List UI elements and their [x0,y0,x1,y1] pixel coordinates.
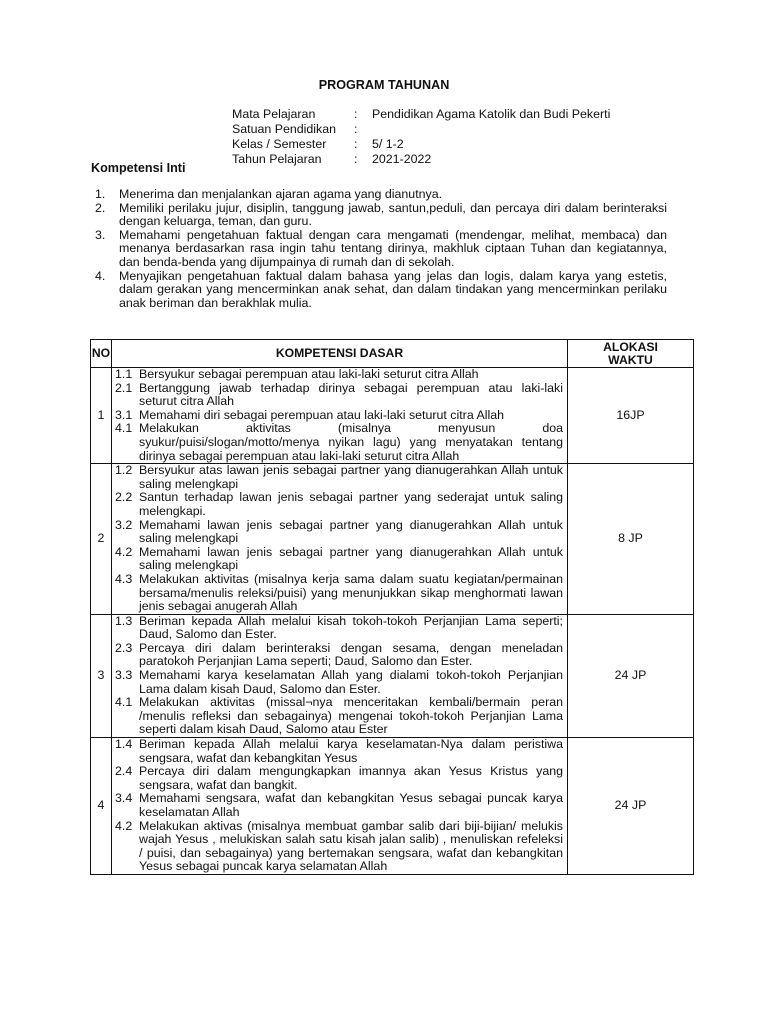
kd-code: 1.4 [115,737,133,752]
document-meta [232,107,610,167]
ki-text: Memiliki perilaku jujur, disiplin, tanggung jawab, santun,peduli, dan percaya diri dalam berinteraksi dengan keluarga, teman, dan guru. [119,200,667,229]
kd-text: Melakukan aktivitas (misalnya kerja sama dalam suatu kegiatan/permainan bersama/menulis releksi/puisi) yang menunjukkan sikap menghormati lawan jenis sebagai anugerah Allah [139,571,563,614]
kd-text: Percaya diri dalam mengungkapkan imannya akan Yesus Kristus yang sengsara, wafat dan bangkit. [139,764,563,792]
meta-colon: : [354,152,358,166]
kd-cell [112,368,568,464]
meta-value: 5/ 1-2 [372,137,404,151]
table-row [91,368,694,464]
table-row [91,738,694,875]
kd-cell [112,464,568,615]
kd-text: Bertanggung jawab terhadap dirinya sebagai perempuan atau laki-laki seturut citra Allah [139,380,563,409]
meta-row-subject [232,107,610,122]
meta-colon: : [354,122,358,136]
ki-text: Menerima dan menjalankan ajaran agama yang dianutnya. [119,187,443,201]
kd-item [115,642,563,669]
kd-code: 3.2 [115,517,133,532]
ki-item [95,229,667,270]
kd-item [115,422,563,463]
kd-text: Memahami sengsara, wafat dan kebangkitan Yesus sebagai puncak karya keselamatan Allah [139,791,563,819]
kd-code: 4.3 [115,571,133,586]
kd-item [115,738,563,765]
meta-key: Satuan Pendidikan [232,122,337,136]
alokasi-waktu: 24 JP [568,738,694,875]
alokasi-waktu: 16JP [568,368,694,464]
kd-item [115,546,563,573]
table-row [91,464,694,615]
alokasi-waktu: 8 JP [568,464,694,615]
kd-code: 2.1 [115,380,133,395]
kd-item [115,820,563,874]
meta-row-school [232,122,610,137]
header-alokasi-waktu: ALOKASI WAKTU [568,340,694,368]
meta-value: 2021-2022 [372,152,432,166]
alokasi-waktu: 24 JP [568,614,694,737]
kd-code: 4.2 [115,818,133,833]
meta-row-class [232,137,610,152]
ki-item [95,270,667,311]
kd-text: Beriman kepada Allah melalui karya keselamatan-Nya dalam peristiwa sengsara, wafat dan kebangkitan Yesus [139,737,563,765]
kd-text: Melakukan aktivitas (misalnya menyusun doa syukur/puisi/slogan/motto/menya nyikan lagu) yang menyatakan tentang dirinya sebagai perempuan atau laki-laki seturut citra Allah [139,421,563,463]
row-number: 1 [91,368,112,464]
kd-item [115,519,563,546]
meta-colon: : [354,107,358,121]
kd-code: 3.1 [115,407,133,422]
kd-text: Bersyukur sebagai perempuan atau laki-laki seturut citra Allah [139,367,479,381]
kd-text: Memahami karya keselamatan Allah yang dialami tokoh-tokoh Perjanjian Lama dalam kisah Daud, Salomo dan Ester. [139,668,563,696]
document-title: PROGRAM TAHUNAN [318,78,450,92]
kd-item [115,696,563,737]
kd-item [115,573,563,614]
table-row [91,614,694,737]
kd-text: Melakukan aktivas (misalnya membuat gambar salib dari biji-bijian/ melukis wajah Yesus , melukiskan salah satu kisah jalan salib) , menuliskan refeleksi / puisi, dan sebagainya) yang bertemakan sengsara, wafat dan kebangkitan Yesus sebagai puncak karya selamatan Allah [139,818,563,874]
kd-code: 1.3 [115,613,133,628]
meta-value: Pendidikan Agama Katolik dan Budi Pekerti [372,107,611,121]
kd-item [115,368,563,382]
ki-list [95,188,667,310]
kd-code: 4.1 [115,695,133,710]
row-number: 2 [91,464,112,615]
kd-item [115,792,563,819]
ki-number: 1. [95,187,106,201]
kd-text: Santun terhadap lawan jenis sebagai partner yang sederajat untuk saling melengkapi. [139,490,563,518]
kd-code: 1.2 [115,463,133,478]
row-number: 4 [91,738,112,875]
ki-item [95,188,667,202]
meta-key: Kelas / Semester [232,137,327,151]
kd-code: 4.2 [115,544,133,559]
table-header-row [91,340,694,368]
kd-text: Bersyukur atas lawan jenis sebagai partner yang dianugerahkan Allah untuk saling melengkapi [139,463,563,491]
kd-text: Percaya diri dalam berinteraksi dengan sesama, dengan meneladan paratokoh Perjanjian Lama seperti; Daud, Salomo dan Ester. [139,640,563,669]
kd-code: 2.3 [115,640,133,655]
kd-item [115,464,563,491]
ki-text: Menyajikan pengetahuan faktual dalam bahasa yang jelas dan logis, dalam karya yang estetis, dalam gerakan yang mencerminkan anak sehat, dan dalam tindakan yang mencerminkan perilaku anak beriman dan berakhlak mulia. [119,268,667,310]
ki-heading: Kompetensi Inti [91,161,186,175]
kd-cell [112,614,568,737]
meta-key: Mata Pelajaran [232,107,316,121]
ki-number: 4. [95,268,106,283]
kd-text: Beriman kepada Allah melalui kisah tokoh-tokoh Perjanjian Lama seperti; Daud, Salomo dan Ester. [139,613,563,642]
kd-code: 4.1 [115,421,133,436]
kd-item [115,669,563,696]
kd-text: Memahami lawan jenis sebagai partner yang dianugerahkan Allah untuk saling melengkapi [139,544,563,573]
meta-colon: : [354,137,358,151]
meta-key: Tahun Pelajaran [232,152,322,166]
kd-item [115,765,563,792]
kd-code: 3.3 [115,668,133,683]
kd-item [115,409,563,423]
ki-text: Memahami pengetahuan faktual dengan cara mengamati (mendengar, melihat, membaca) dan menanya berdasarkan rasa ingin tahu tentang dirinya, makhluk ciptaan Tuhan dan kegiatannya, dan benda-benda yang dijumpainya di rumah dan di sekolah. [119,227,667,269]
kd-item [115,615,563,642]
kd-text: Memahami lawan jenis sebagai partner yang dianugerahkan Allah untuk saling melengkapi [139,517,563,546]
kd-item [115,491,563,518]
ki-item [95,202,667,229]
kd-code: 1.1 [115,367,133,381]
kd-text: Memahami diri sebagai perempuan atau laki-laki seturut citra Allah [139,407,505,422]
header-kompetensi-dasar: KOMPETENSI DASAR [112,340,568,368]
ki-number: 3. [95,227,106,242]
header-no: NO [91,340,112,368]
kd-cell [112,738,568,875]
kd-item [115,382,563,409]
kd-code: 2.4 [115,764,133,779]
ki-number: 2. [95,200,106,215]
kd-text: Melakukan aktivitas (missal¬nya menceritakan kembali/bermain peran /menulis refleksi dan sebagainya) mengenai tokoh-tokoh Perjanjian Lama seperti dalam kisah Daud, Salomo atau Ester [139,695,563,737]
row-number: 3 [91,614,112,737]
kd-code: 3.4 [115,791,133,806]
kd-code: 2.2 [115,490,133,505]
meta-row-year [232,152,610,167]
kompetensi-dasar-table [90,339,694,875]
